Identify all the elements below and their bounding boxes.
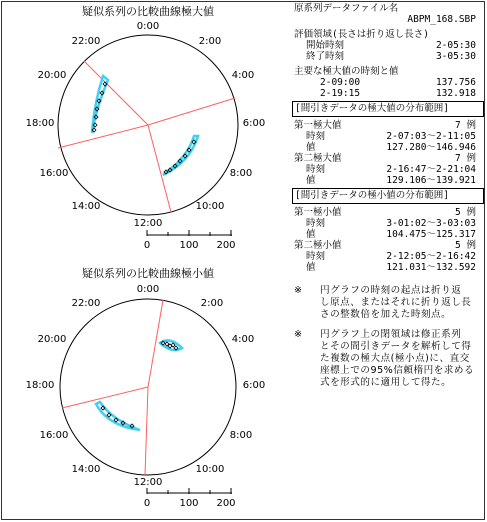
note-line: 円グラフ上の閉領域は修正系列 — [320, 329, 462, 340]
note-1 — [290, 285, 480, 321]
main-max-label: 主要な極大値の時刻と値 — [294, 66, 399, 77]
start-value: 2-05:30 — [435, 40, 476, 51]
time-range: 2-12:05～2-16:42 — [386, 251, 476, 262]
value-label: 値 — [306, 229, 316, 240]
group-count: 5 例 — [455, 240, 476, 251]
hour-label: 8:00 — [229, 168, 253, 179]
end-label: 終了時刻 — [306, 51, 345, 62]
scale-label: 0 — [143, 498, 151, 509]
max-ellipse-1 — [163, 136, 198, 175]
time-label: 時刻 — [306, 218, 326, 229]
eval-label: 評価領域(長さは折り返し長さ) — [294, 29, 429, 40]
value-label: 値 — [306, 175, 316, 186]
min-section-title: [間引きデータの極小値の分布範囲] — [295, 190, 449, 201]
time-label: 時刻 — [306, 251, 326, 262]
note-line: とその間引きデータを解析して得 — [320, 341, 472, 352]
scale-label: 200 — [216, 240, 236, 251]
info-panel — [290, 0, 486, 389]
note-line: さの整数倍を加えた時刻点。 — [320, 309, 452, 320]
group-name: 第一極小値 — [294, 207, 342, 218]
scale-label: 0 — [143, 240, 151, 251]
hour-label: 22:00 — [71, 298, 101, 309]
file-label: 原系列データファイル名 — [294, 3, 399, 14]
group-count: 7 例 — [455, 120, 476, 131]
value-label: 値 — [306, 142, 316, 153]
sector-boundary — [62, 387, 148, 408]
file-name: ABPM_168.SBP — [407, 14, 476, 25]
file-label-row — [290, 3, 486, 14]
time-range: 2-07:03～2-11:05 — [386, 131, 476, 142]
hour-label: 18:00 — [25, 118, 55, 129]
time-label: 時刻 — [306, 131, 326, 142]
note-line: た複数の極大点(極小点)に、直交 — [320, 353, 470, 364]
group-name: 第二極小値 — [294, 240, 342, 251]
note-line: し原点、またはそれに折り返し長 — [320, 297, 472, 308]
scale-label: 200 — [216, 498, 236, 509]
hour-label: 12:00 — [133, 477, 163, 488]
max-chart-title: 疑似系列の比較曲線極大値 — [82, 5, 214, 18]
hour-label: 4:00 — [231, 70, 255, 81]
hour-label: 22:00 — [71, 36, 101, 47]
hour-label: 2:00 — [200, 298, 224, 309]
hour-label: 6:00 — [242, 380, 266, 391]
hour-label: 10:00 — [195, 201, 225, 212]
note-mark: ※ — [294, 329, 303, 340]
note-mark: ※ — [294, 285, 303, 296]
hour-label: 14:00 — [71, 201, 101, 212]
hour-label: 14:00 — [71, 464, 101, 475]
time-label: 時刻 — [306, 164, 326, 175]
time-range: 2-16:47～2-21:04 — [386, 164, 476, 175]
hour-label: 10:00 — [195, 464, 225, 475]
scale-label: 100 — [179, 498, 199, 509]
hour-label: 0:00 — [136, 284, 160, 295]
note-line: 式を形式的に適用して得た。 — [320, 377, 452, 388]
min-chart-title: 疑似系列の比較曲線極小値 — [82, 267, 214, 280]
max-polar-chart — [0, 0, 290, 262]
scale-label: 100 — [179, 240, 199, 251]
value-range: 104.475～125.317 — [386, 229, 476, 240]
note-line: 円グラフの時刻の起点は折り返 — [320, 285, 462, 296]
main-max-value: 132.918 — [435, 88, 476, 99]
hour-label: 16:00 — [39, 430, 69, 441]
value-range: 121.031～132.592 — [386, 262, 476, 273]
note-2 — [290, 329, 480, 389]
value-range: 127.280～146.946 — [386, 142, 476, 153]
main-max-time: 2-19:15 — [320, 88, 361, 99]
group-count: 7 例 — [455, 153, 476, 164]
max-section-title-box — [292, 101, 484, 117]
group-name: 第一極大値 — [294, 120, 342, 131]
max-section-title: [間引きデータの極大値の分布範囲] — [295, 103, 449, 114]
group-count: 5 例 — [455, 207, 476, 218]
value-range: 129.106～139.921 — [386, 175, 476, 186]
hour-label: 2:00 — [198, 36, 222, 47]
group-name: 第二極大値 — [294, 153, 342, 164]
sector-boundary — [145, 387, 148, 475]
end-value: 3-05:30 — [435, 51, 476, 62]
hour-label: 16:00 — [39, 168, 69, 179]
file-name-row — [290, 14, 486, 25]
note-line: 座標上での95%信頼楕円を求める — [320, 365, 475, 376]
hour-label: 0:00 — [136, 21, 160, 32]
min-section-title-box — [292, 188, 484, 204]
hour-label: 4:00 — [231, 334, 255, 345]
hour-label: 12:00 — [133, 218, 163, 229]
start-label: 開始時刻 — [306, 40, 345, 51]
value-label: 値 — [306, 262, 316, 273]
sector-boundary — [148, 98, 235, 125]
main-max-value: 137.756 — [435, 77, 476, 88]
hour-label: 8:00 — [229, 430, 253, 441]
max-ellipse-2 — [92, 76, 108, 133]
main-max-time: 2-09:00 — [320, 77, 361, 88]
sector-boundary — [58, 125, 148, 148]
time-range: 3-01:02～3-03:03 — [386, 218, 476, 229]
sector-boundary — [148, 125, 171, 212]
min-polar-chart — [0, 260, 290, 522]
hour-label: 20:00 — [37, 70, 67, 81]
hour-label: 18:00 — [25, 380, 55, 391]
hour-label: 20:00 — [37, 334, 67, 345]
hour-label: 6:00 — [242, 118, 266, 129]
